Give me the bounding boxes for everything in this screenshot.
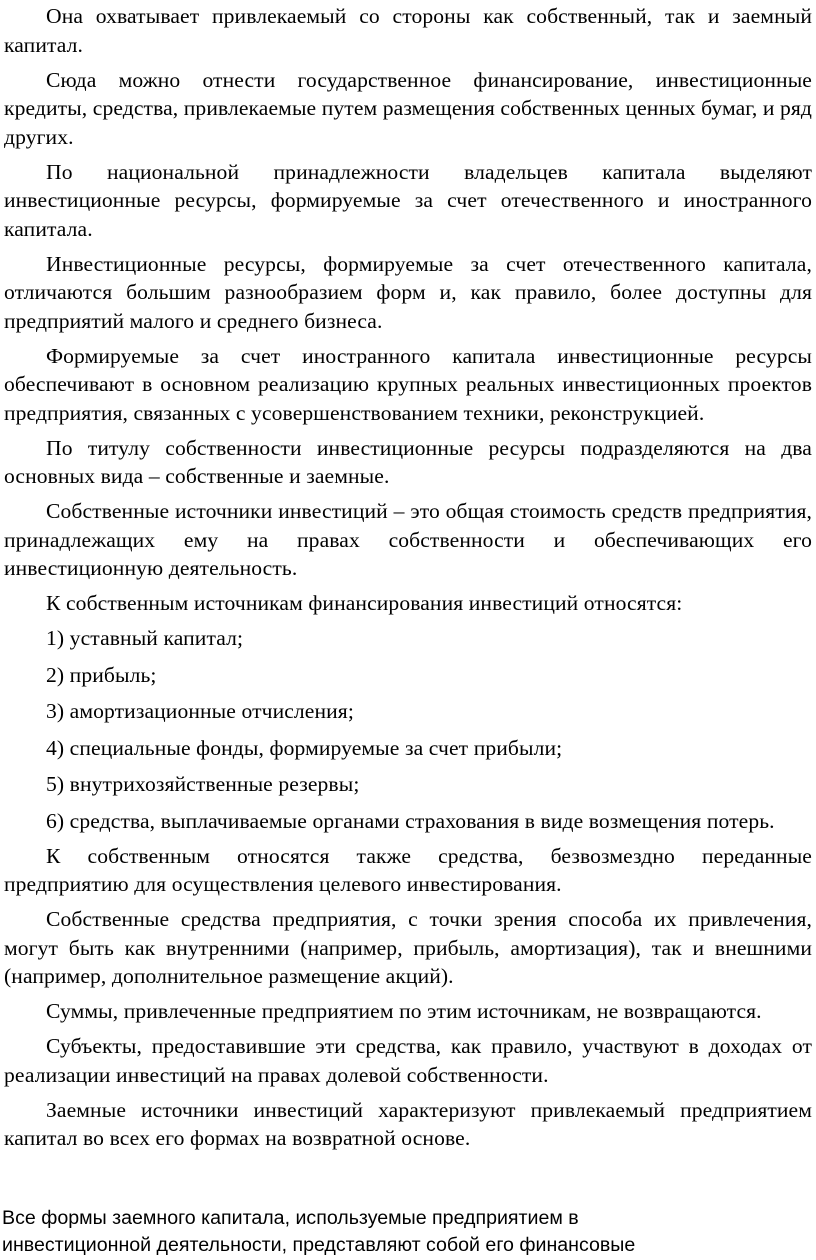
paragraph: По титулу собственности инвестиционные ресурсы подразделяются на два основных вида – собственные и заемные.: [4, 435, 812, 488]
paragraph: Сюда можно отнести государственное финансирование, инвестиционные кредиты, средства, привлекаемые путем размещения собственных ценных бумаг, и ряд других.: [4, 67, 812, 149]
paragraph: Суммы, привлеченные предприятием по этим источникам, не возвращаются.: [46, 999, 762, 1023]
document-body: [4, 2, 812, 1159]
paragraph: Собственные источники инвестиций – это общая стоимость средств предприятия, принадлежащих ему на правах собственности и обеспечивающих его инвестиционную деятельность.: [4, 499, 812, 580]
paragraph: Формируемые за счет иностранного капитала инвестиционные ресурсы обеспечивают в основном реализацию крупных реальных инвестиционных проектов предприятия, связанных с усовершенствованием техники, реконструкцией.: [4, 343, 812, 425]
list-item: 4) специальные фонды, формируемые за счет прибыли;: [46, 735, 563, 760]
paragraph: Заемные источники инвестиций характеризуют привлекаемый предприятием капитал во всех его формах на возвратной основе.: [4, 1097, 812, 1150]
list-item: 2) прибыль;: [46, 662, 157, 687]
list-item: 1) уставный капитал;: [46, 626, 244, 650]
list-item: 6) средства, выплачиваемые органами страхования в виде возмещения потерь.: [46, 808, 775, 833]
paragraph: Субъекты, предоставившие эти средства, как правило, участвуют в доходах от реализации инвестиций на правах долевой собственности.: [4, 1034, 812, 1087]
list-item: 5) внутрихозяйственные резервы;: [46, 772, 360, 796]
trailing-line: Все формы заемного капитала, используемые предприятием в: [2, 1207, 579, 1229]
paragraph: Инвестиционные ресурсы, формируемые за счет отечественного капитала, отличаются большим разнообразием форм и, как правило, более доступны для предприятий малого и среднего бизнеса.: [4, 251, 812, 333]
list-item: 3) амортизационные отчисления;: [46, 699, 354, 723]
paragraph: Собственные средства предприятия, с точки зрения способа их привлечения, могут быть как внутренними (например, прибыль, амортизация), так и внешними (например, дополнительное размещение акций).: [4, 907, 812, 988]
trailing-text: [2, 1205, 802, 1259]
trailing-line: инвестиционной деятельности, представляют собой его финансовые: [2, 1234, 636, 1256]
list-intro: К собственным источникам финансирования инвестиций относятся:: [46, 591, 683, 615]
paragraph: По национальной принадлежности владельцев капитала выделяют инвестиционные ресурсы, формируемые за счет отечественного и иностранного капитала.: [4, 159, 812, 241]
paragraph: Она охватывает привлекаемый со стороны как собственный, так и заемный капитал.: [4, 4, 812, 57]
paragraph: К собственным относятся также средства, безвозмездно переданные предприятию для осуществления целевого инвестирования.: [4, 843, 812, 896]
